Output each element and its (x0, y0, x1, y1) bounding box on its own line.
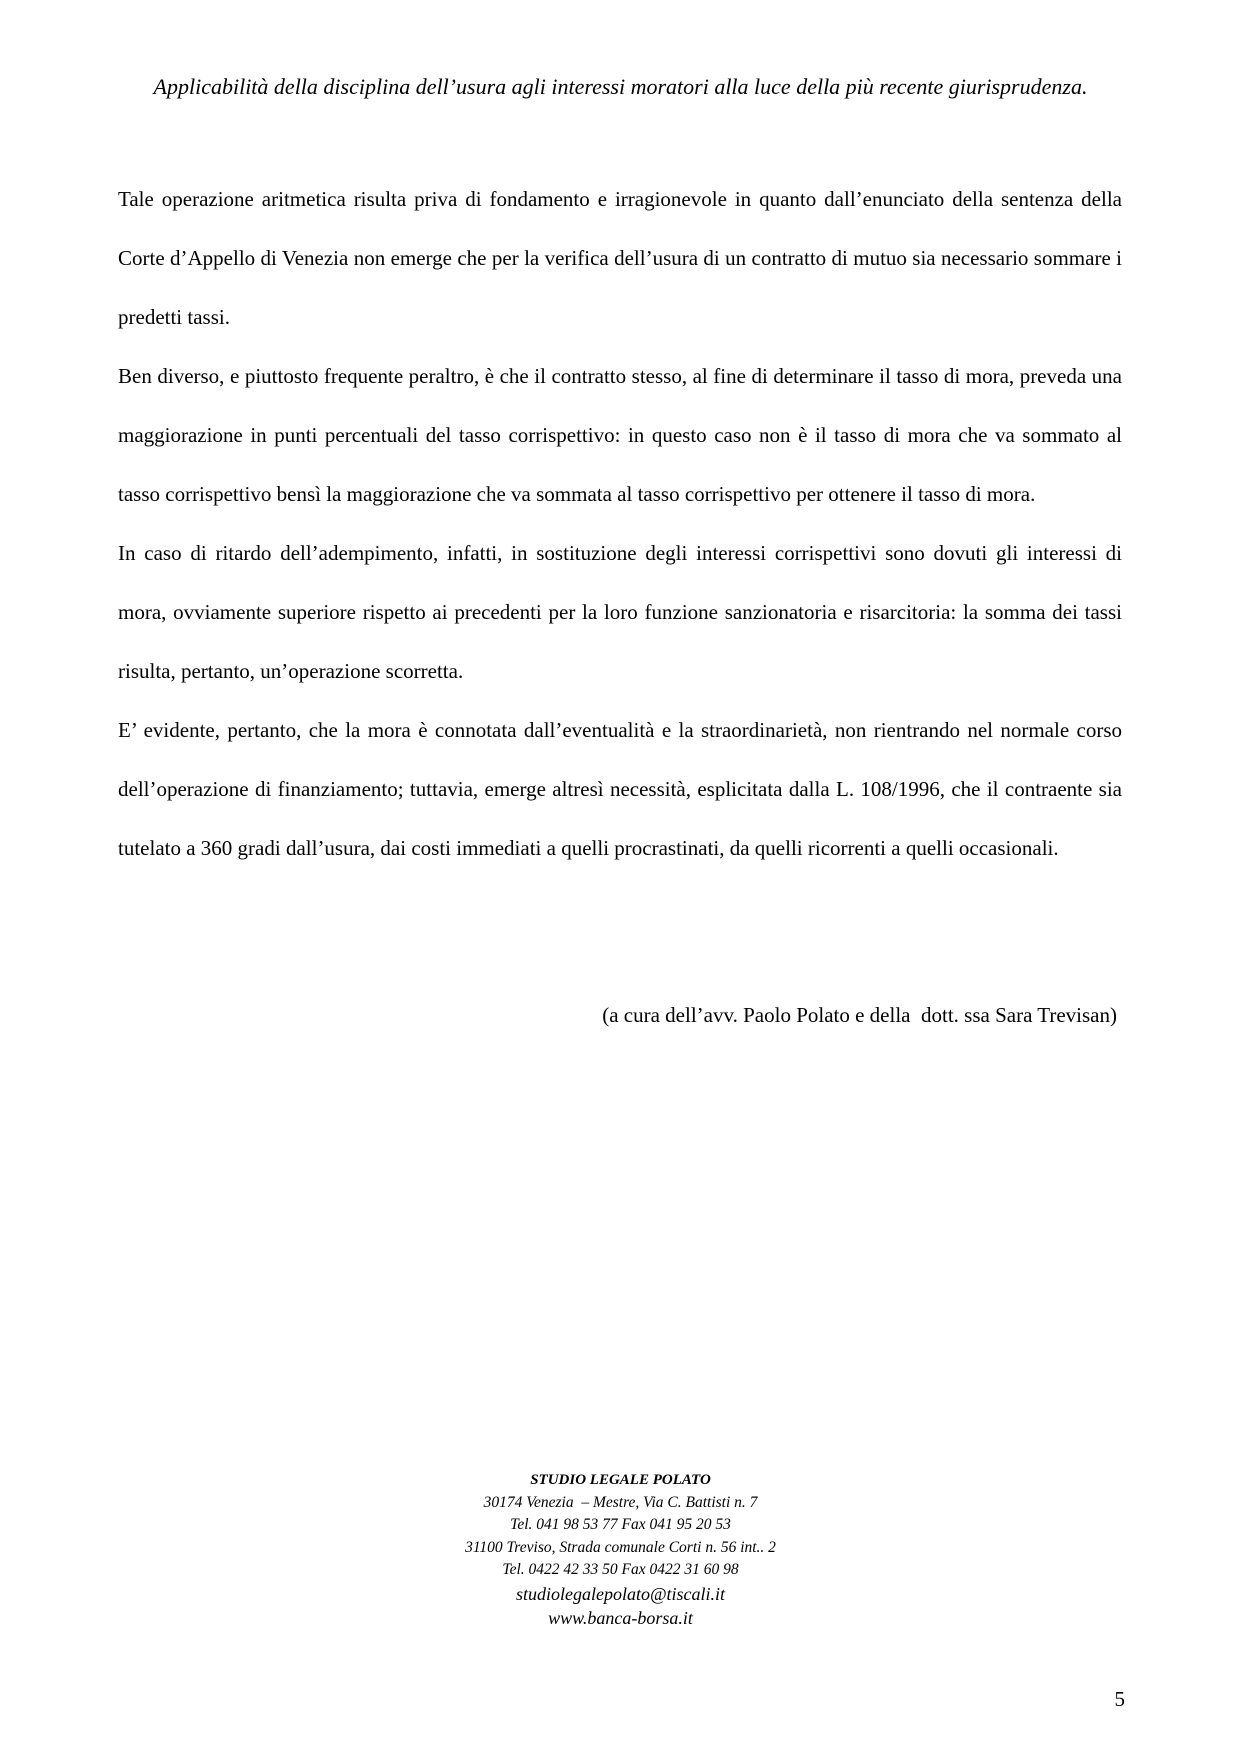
document-body (118, 170, 1122, 878)
footer-phone-treviso: Tel. 0422 42 33 50 Fax 0422 31 60 98 (502, 1561, 739, 1578)
paragraph-2: Ben diverso, e piuttosto frequente peraltro, è che il contratto stesso, al fine di determinare il tasso di mora, preveda una maggiorazione in punti percentuali del tasso corrispettivo: in questo caso non è il tasso di mora che va sommato al tasso corrispettivo bensì la maggiorazione che va sommata al tasso corrispettivo per ottenere il tasso di mora. (118, 364, 1122, 506)
footer-address-mestre: 30174 Venezia – Mestre, Via C. Battisti n. 7 (483, 1493, 758, 1511)
footer-firm-name: STUDIO LEGALE POLATO (530, 1472, 711, 1488)
footer-phone-mestre: Tel. 041 98 53 77 Fax 041 95 20 53 (510, 1516, 731, 1533)
footer-website-link[interactable]: www.banca-borsa.it (548, 1607, 693, 1628)
footer-address-treviso: 31100 Treviso, Strada comunale Corti n. 56 int.. 2 (465, 1538, 776, 1556)
footer-email-link[interactable]: studiolegalepolato@tiscali.it (515, 1583, 726, 1604)
page-footer (0, 1469, 1241, 1630)
author-attribution: (a cura dell’avv. Paolo Polato e della dott. ssa Sara Trevisan) (602, 1003, 1117, 1027)
running-header-title: Applicabilità della disciplina dell’usura agli interessi moratori alla luce della più recente giurisprudenza. (153, 74, 1088, 99)
paragraph-3: In caso di ritardo dell’adempimento, infatti, in sostituzione degli interessi corrispettivi sono dovuti gli interessi di mora, ovviamente superiore rispetto ai precedenti per la loro funzione sanzionatoria e risarcitoria: la somma dei tassi risulta, pertanto, un’operazione scorretta. (118, 541, 1122, 683)
paragraph-1: Tale operazione aritmetica risulta priva di fondamento e irragionevole in quanto dall’enunciato della sentenza della Corte d’Appello di Venezia non emerge che per la verifica dell’usura di un contratto di mutuo sia necessario sommare i predetti tassi. (118, 187, 1122, 329)
paragraph-4: E’ evidente, pertanto, che la mora è connotata dall’eventualità e la straordinarietà, non rientrando nel normale corso dell’operazione di finanziamento; tuttavia, emerge altresì necessità, esplicitata dalla L. 108/1996, che il contraente sia tutelato a 360 gradi dall’usura, dai costi immediati a quelli procrastinati, da quelli ricorrenti a quelli occasionali. (118, 718, 1122, 860)
running-header (0, 72, 1241, 102)
page-number: 5 (1114, 1687, 1125, 1711)
